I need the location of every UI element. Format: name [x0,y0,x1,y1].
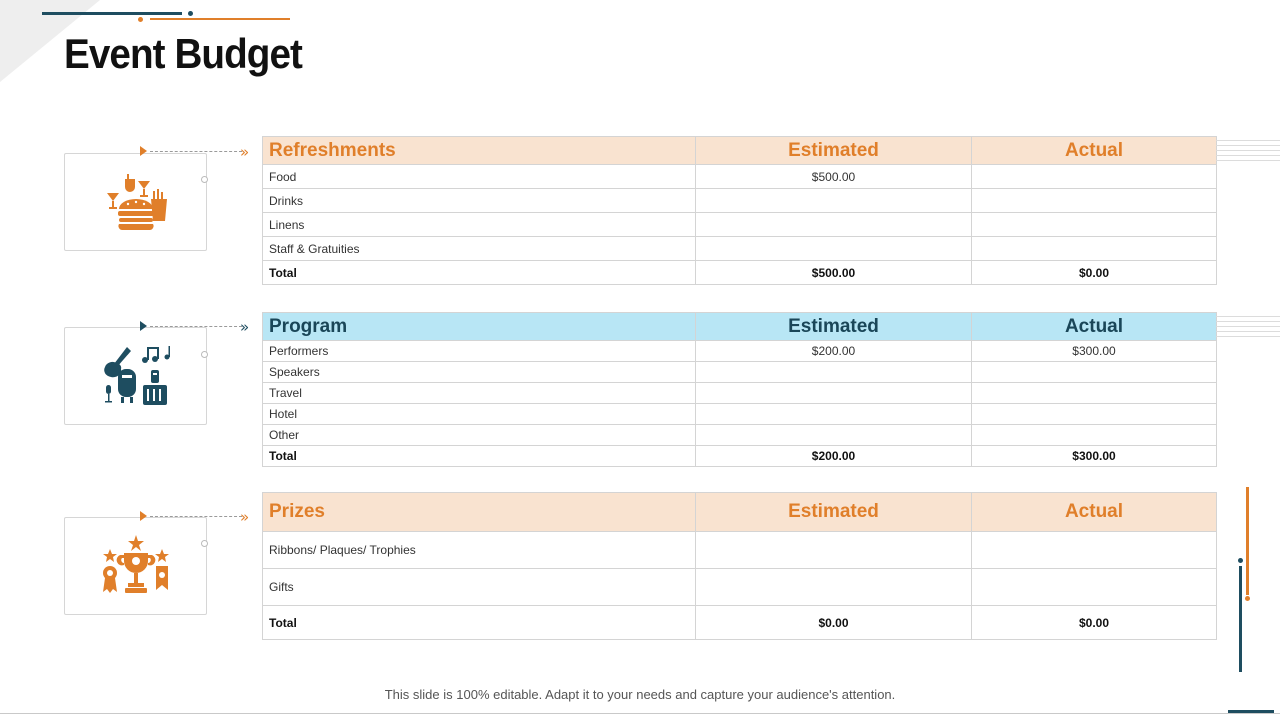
refreshments-icon [103,169,169,235]
table-row [263,341,1217,362]
total-actual: $300.00 [972,446,1217,467]
actual-cell [972,532,1217,569]
top-rule-orange [150,18,290,20]
total-actual: $0.00 [972,606,1217,640]
table-row [263,383,1217,404]
item-cell: Staff & Gratuities [263,237,696,261]
total-label: Total [263,606,696,640]
table-row [263,569,1217,606]
total-label: Total [263,261,696,285]
estimated-cell [696,362,972,383]
estimated-cell: $500.00 [696,165,972,189]
refreshments-ring [201,176,208,183]
refreshments-connector [140,146,240,158]
table-row [263,532,1217,569]
prizes-icon-card [64,517,207,615]
estimated-cell [696,425,972,446]
estimated-cell [696,237,972,261]
item-cell: Drinks [263,189,696,213]
table-row [263,189,1217,213]
total-estimated: $500.00 [696,261,972,285]
program-table [262,312,1217,467]
total-label: Total [263,446,696,467]
table-header-row [263,313,1217,341]
program-chevron-icon: » [240,318,250,336]
top-dot-navy [188,11,193,16]
estimated-cell [696,213,972,237]
item-cell: Hotel [263,404,696,425]
estimated-cell [696,189,972,213]
estimated-cell: $200.00 [696,341,972,362]
bottom-accent [1228,710,1274,713]
total-actual: $0.00 [972,261,1217,285]
item-cell: Ribbons/ Plaques/ Trophies [263,532,696,569]
estimated-header: Estimated [696,137,972,165]
refreshments-icon-card [64,153,207,251]
table-header-row [263,493,1217,532]
prizes-chevron-icon: » [240,508,250,526]
item-cell: Linens [263,213,696,237]
total-estimated: $200.00 [696,446,972,467]
estimated-header: Estimated [696,493,972,532]
side-lines [1216,316,1280,341]
side-lines [1216,140,1280,165]
total-row [263,606,1217,640]
estimated-cell [696,404,972,425]
right-accent-orange [1246,487,1249,595]
actual-cell [972,425,1217,446]
prizes-ring [201,540,208,547]
table-row [263,404,1217,425]
item-cell: Speakers [263,362,696,383]
estimated-cell [696,569,972,606]
refreshments-table [262,136,1217,285]
table-row [263,165,1217,189]
program-icon-card [64,327,207,425]
total-row [263,261,1217,285]
prizes-table [262,492,1217,640]
section-title: Prizes [263,493,696,532]
actual-cell: $300.00 [972,341,1217,362]
actual-cell [972,404,1217,425]
table-row [263,213,1217,237]
actual-cell [972,237,1217,261]
total-row [263,446,1217,467]
item-cell: Gifts [263,569,696,606]
section-title: Refreshments [263,137,696,165]
item-cell: Other [263,425,696,446]
actual-cell [972,213,1217,237]
footer-note: This slide is 100% editable. Adapt it to your needs and capture your audience's attention. [384,687,896,702]
item-cell: Performers [263,341,696,362]
top-dot-orange [138,17,143,22]
actual-cell [972,189,1217,213]
estimated-cell [696,383,972,404]
item-cell: Travel [263,383,696,404]
actual-cell [972,165,1217,189]
actual-cell [972,569,1217,606]
page-title: Event Budget [64,30,302,77]
actual-cell [972,383,1217,404]
right-accent-navy [1239,566,1242,672]
program-connector [140,321,240,333]
actual-header: Actual [972,137,1217,165]
right-accent-orange-dot [1245,596,1250,601]
program-ring [201,351,208,358]
table-row [263,237,1217,261]
refreshments-chevron-icon: » [240,143,250,161]
section-title: Program [263,313,696,341]
bottom-rule [0,713,1280,714]
actual-header: Actual [972,313,1217,341]
estimated-cell [696,532,972,569]
item-cell: Food [263,165,696,189]
table-header-row [263,137,1217,165]
table-row [263,362,1217,383]
actual-header: Actual [972,493,1217,532]
prizes-connector [140,511,240,523]
total-estimated: $0.00 [696,606,972,640]
table-row [263,425,1217,446]
right-accent-navy-dot [1238,558,1243,563]
trophy-icon [100,533,172,599]
estimated-header: Estimated [696,313,972,341]
actual-cell [972,362,1217,383]
music-program-icon [101,343,171,409]
top-rule-navy [42,12,182,15]
